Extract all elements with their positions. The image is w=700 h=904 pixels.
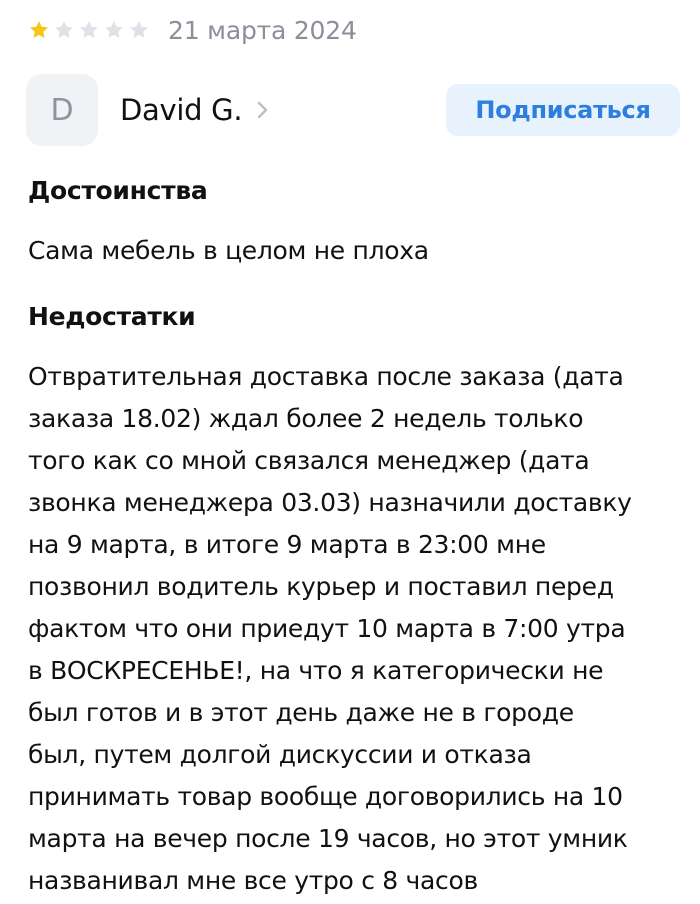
cons-text-line: принимать товар вообще договорились на 10 xyxy=(28,782,623,811)
chevron-right-icon[interactable] xyxy=(256,100,270,120)
pros-title: Достоинства xyxy=(28,176,208,205)
pros-text-line: Сама мебель в целом не плоха xyxy=(28,236,429,265)
cons-text-line: на 9 марта, в итоге 9 марта в 23:00 мне xyxy=(28,530,546,559)
subscribe-button[interactable]: Подписаться xyxy=(446,84,680,136)
cons-text-line: звонка менеджера 03.03) назначили доставку xyxy=(28,488,632,517)
star-icon xyxy=(78,19,100,41)
avatar[interactable]: D xyxy=(26,74,98,146)
star-rating xyxy=(28,19,150,41)
star-icon xyxy=(53,19,75,41)
author-row xyxy=(26,74,686,146)
cons-text-line: Отвратительная доставка после заказа (дата xyxy=(28,362,624,391)
cons-text-line: был, путем долгой дискуссии и отказа xyxy=(28,740,532,769)
star-icon xyxy=(128,19,150,41)
cons-title: Недостатки xyxy=(28,302,196,331)
cons-text-line: марта на вечер после 19 часов, но этот умник xyxy=(28,824,628,853)
cons-text-line: позвонил водитель курьер и поставил перед xyxy=(28,572,614,601)
review-date: 21 марта 2024 xyxy=(168,15,357,45)
cons-text-line: был готов и в этот день даже не в городе xyxy=(28,698,574,727)
cons-text-line: названивал мне все утро с 8 часов xyxy=(28,866,478,895)
star-icon xyxy=(103,19,125,41)
cons-text xyxy=(28,356,678,902)
cons-text-line: в ВОСКРЕСЕНЬЕ!, на что я категорически не xyxy=(28,656,604,685)
cons-text-line: фактом что они приедут 10 марта в 7:00 утра xyxy=(28,614,626,643)
cons-text-line: того как со мной связался менеджер (дата xyxy=(28,446,590,475)
cons-text-line: заказа 18.02) ждал более 2 недель только xyxy=(28,404,584,433)
pros-text xyxy=(28,230,678,272)
author-name[interactable]: David G. xyxy=(120,93,243,127)
review-rating-row xyxy=(28,8,357,52)
star-icon xyxy=(28,19,50,41)
